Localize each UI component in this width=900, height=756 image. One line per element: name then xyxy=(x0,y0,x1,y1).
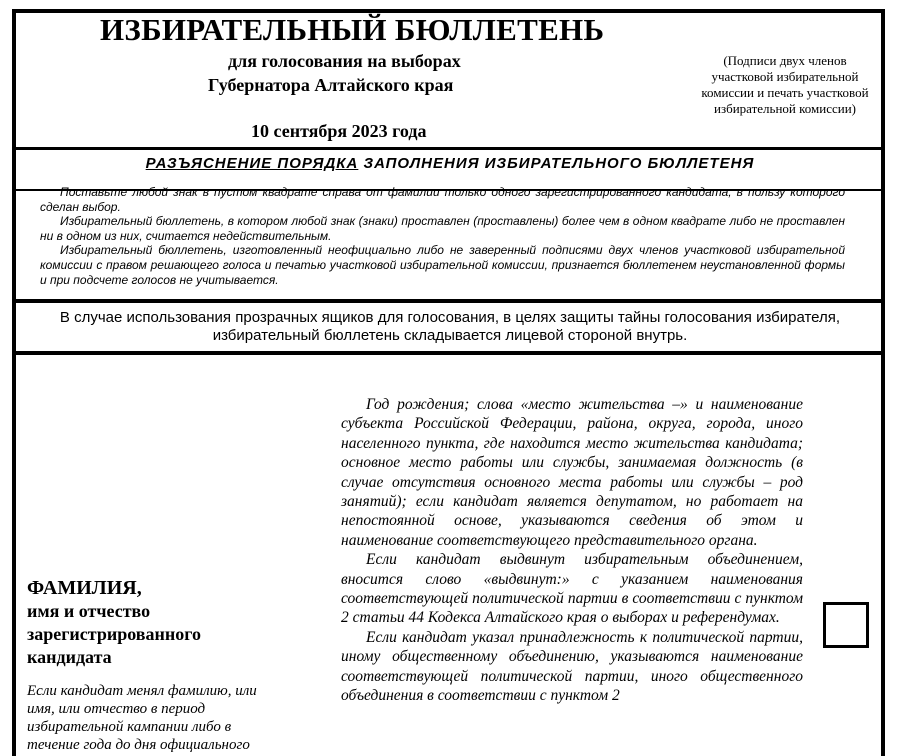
candidate-info-paragraph: Если кандидат указал принадлежность к политической партии, иному общественному объединению, указываются наименование соответствующей политической партии, иного общественного объединения в соответствии с пунктом 2 xyxy=(341,628,803,705)
candidate-info-paragraph: Если кандидат выдвинут избирательным объединением, вносится слово «выдвинут:» с указанием наименования соответствующей политической партии в соответствии с пунктом 2 статьи 44 Кодекса Алтайского края о выборах и референдумах. xyxy=(341,551,803,627)
name-change-note: Если кандидат менял фамилию, или имя, или отчество в период избирательной кампании либо в течение года до дня официального xyxy=(27,683,257,753)
transparency-note: В случае использования прозрачных ящиков для голосования, в целях защиты тайны голосования избирателя, избирательный бюллетень складывается лицевой стороной внутрь. xyxy=(59,309,841,344)
ballot-title: ИЗБИРАТЕЛЬНЫЙ БЮЛЛЕТЕНЬ xyxy=(100,12,605,47)
vote-checkbox[interactable] xyxy=(823,602,869,648)
divider xyxy=(16,351,881,355)
candidate-info-paragraph: Год рождения; слова «место жительства –» и наименование субъекта Российской Федерации, района, округа, города, иного населенного пункта, где находится место жительства кандидата; основное место работы или службы, занимаемая должность (в случае отсутствия основного места работы или службы – род занятий); если кандидат является депутатом, но работает на непостоянной основе, указываются сведения об этом и наименование соответствующего представительного органа. xyxy=(341,396,803,549)
explanation-title: РАЗЪЯСНЕНИЕ ПОРЯДКА ЗАПОЛНЕНИЯ ИЗБИРАТЕЛЬНОГО БЮЛЛЕТЕНЯ xyxy=(145,155,755,172)
signature-note: (Подписи двух членов участковой избирательной комиссии и печать участковой избирательной комиссии) xyxy=(701,53,869,116)
explanation-paragraph: Поставьте любой знак в пустом квадрате справа от фамилии только одного зарегистрированного кандидата, в пользу которого сделан выбор. xyxy=(40,185,845,214)
explanation-text xyxy=(40,185,845,287)
divider xyxy=(16,147,881,150)
candidate-name-heading: ФАМИЛИЯ, имя и отчество зарегистрированного кандидата xyxy=(27,577,201,667)
explanation-paragraph: Избирательный бюллетень, в котором любой знак (знаки) проставлен (проставлены) более чем в одном квадрате либо не проставлен ни в одном из них, считается недействительным. xyxy=(40,214,845,243)
candidate-info xyxy=(341,395,803,706)
election-date: 10 сентября 2023 года xyxy=(251,121,427,141)
ballot-subtitle: Губернатора Алтайского края xyxy=(208,75,454,95)
explanation-paragraph: Избирательный бюллетень, изготовленный неофициально либо не заверенный подписями двух членов участковой избирательной комиссии с правом решающего голоса и печатью участковой избирательной комиссии, признается бюллетенем неустановленной формы и при подсчете голосов не учитывается. xyxy=(40,243,845,287)
divider xyxy=(16,299,881,303)
ballot-subtitle: для голосования на выборах xyxy=(228,51,461,71)
